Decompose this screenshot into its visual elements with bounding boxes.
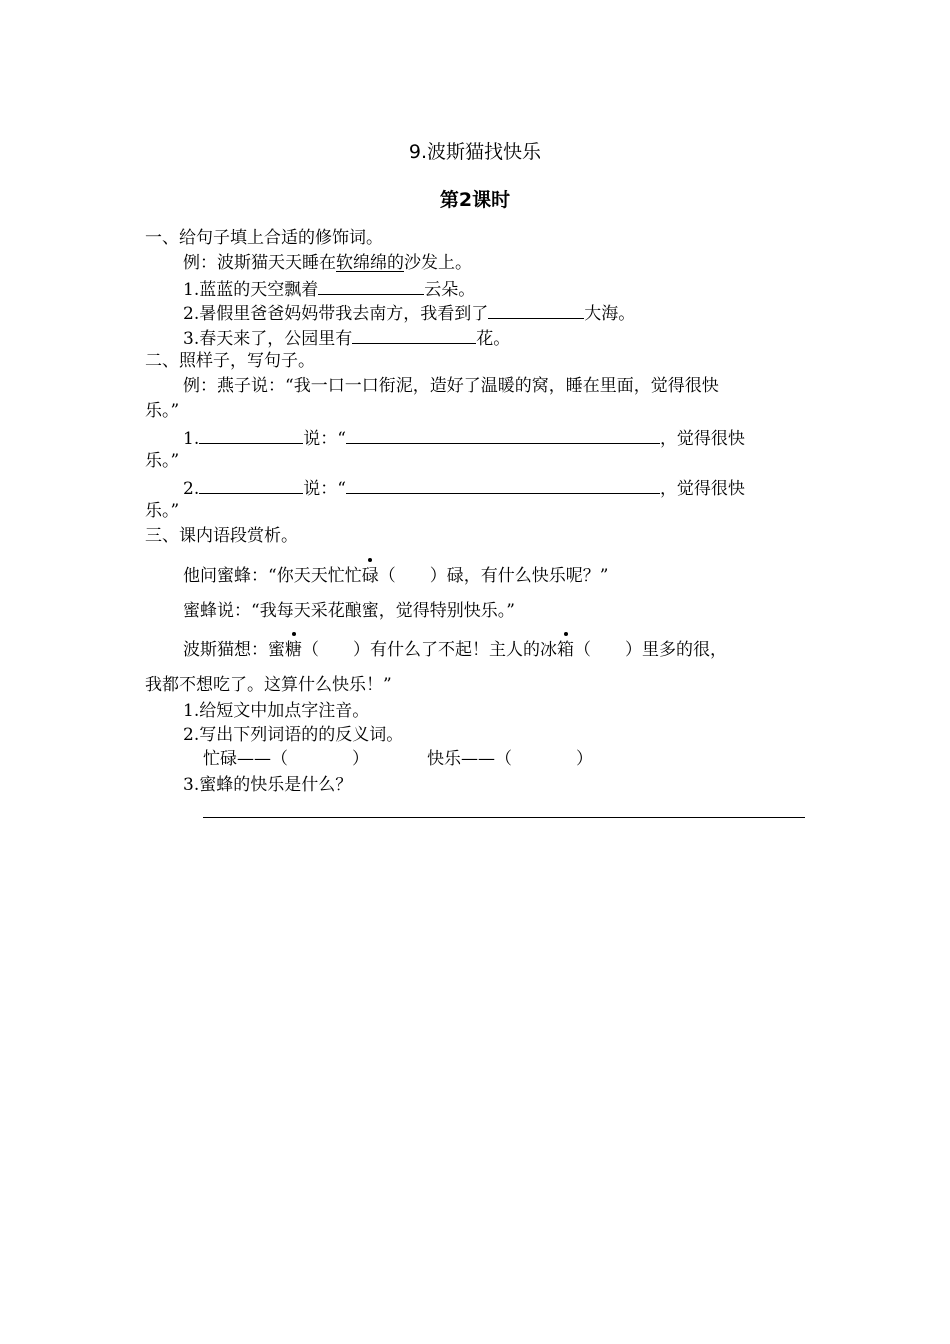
section3-heading: 三、课内语段赏析。 — [145, 526, 298, 546]
antonym-2-label: 快乐——（ — [427, 749, 512, 769]
example-suffix: 沙发上。 — [404, 253, 472, 273]
item1-said: 说：“ — [303, 429, 346, 449]
p1-before: 他问蜜蜂：“你天天忙忙 — [183, 566, 362, 586]
section3-question-1: 1.给短文中加点字注音。 — [183, 701, 370, 721]
q2-blank[interactable] — [488, 300, 584, 319]
pinyin-blank-2[interactable]: （ ） — [302, 640, 370, 660]
antonym-1-label: 忙碌——（ — [203, 749, 288, 769]
q3-tail: 花。 — [476, 329, 511, 349]
q2-text: 2.暑假里爸爸妈妈带我去南方，我看到了 — [183, 304, 489, 324]
lesson-subtitle: 第2课时 — [439, 189, 511, 211]
example-prefix: 例：波斯猫天天睡在 — [183, 253, 336, 273]
q1-blank[interactable] — [318, 276, 424, 295]
section2-heading: 二、照样子，写句子。 — [145, 351, 315, 371]
worksheet-title: 9.波斯猫找快乐 — [408, 141, 542, 163]
p3-after: 里多的很， — [642, 640, 727, 660]
section3-question-2: 2.写出下列词语的的反义词。 — [183, 725, 404, 745]
p3-before: 波斯猫想：蜜 — [183, 640, 285, 660]
dotted-char-lu: 碌 — [361, 566, 379, 586]
pinyin-blank-3[interactable]: （ ） — [574, 640, 642, 660]
section1-question-2 — [183, 300, 635, 326]
example-underlined-word: 软绵绵的 — [336, 253, 404, 273]
item1-tail: ，觉得很快 — [659, 429, 745, 449]
item2-said: 说：“ — [303, 479, 346, 499]
item1-number: 1. — [183, 429, 200, 449]
passage-line-2: 蜜蜂说：“我每天采花酿蜜，觉得特别快乐。” — [183, 601, 515, 621]
item2-number: 2. — [183, 479, 200, 499]
section1-question-3 — [183, 325, 510, 351]
section3-question-3: 3.蜜蜂的快乐是什么？ — [183, 775, 353, 795]
section2-item-2-wrap: 乐。” — [145, 501, 180, 521]
item2-tail: ，觉得很快 — [659, 479, 745, 499]
answer-line[interactable] — [203, 817, 805, 818]
item1-speaker-blank[interactable] — [199, 425, 303, 444]
section2-item-2 — [183, 475, 745, 501]
pinyin-blank-1[interactable]: （ ） — [378, 566, 447, 586]
q3-text: 3.春天来了，公园里有 — [183, 329, 353, 349]
q1-tail: 云朵。 — [424, 280, 476, 300]
section1-question-1 — [183, 276, 475, 302]
dotted-char-xiang: 箱 — [557, 640, 574, 660]
p3-mid: 有什么了不起！主人的冰 — [370, 640, 557, 660]
item1-sentence-blank[interactable] — [346, 425, 660, 444]
item2-sentence-blank[interactable] — [346, 475, 660, 494]
q2-tail: 大海。 — [584, 304, 636, 324]
antonym-2-close: ） — [576, 749, 593, 769]
q3-blank[interactable] — [352, 325, 476, 344]
section2-item-1-wrap: 乐。” — [145, 451, 180, 471]
section2-example-line1: 例：燕子说：“我一口一口衔泥，造好了温暖的窝，睡在里面，觉得很快 — [183, 376, 719, 396]
q1-text: 1.蓝蓝的天空飘着 — [183, 280, 319, 300]
antonym-1-close: ） — [352, 749, 369, 769]
passage-line-3-wrap: 我都不想吃了。这算什么快乐！” — [145, 675, 392, 695]
item2-speaker-blank[interactable] — [199, 475, 303, 494]
passage-line-3 — [183, 638, 727, 662]
antonym-row — [203, 747, 593, 771]
section1-heading: 一、给句子填上合适的修饰词。 — [145, 228, 383, 248]
section2-example-line2: 乐。” — [145, 401, 180, 421]
dotted-char-tang: 糖 — [285, 640, 302, 660]
passage-line-1 — [183, 564, 608, 588]
section1-example — [183, 251, 472, 275]
p1-after: 碌，有什么快乐呢？” — [446, 566, 609, 586]
section2-item-1 — [183, 425, 745, 451]
